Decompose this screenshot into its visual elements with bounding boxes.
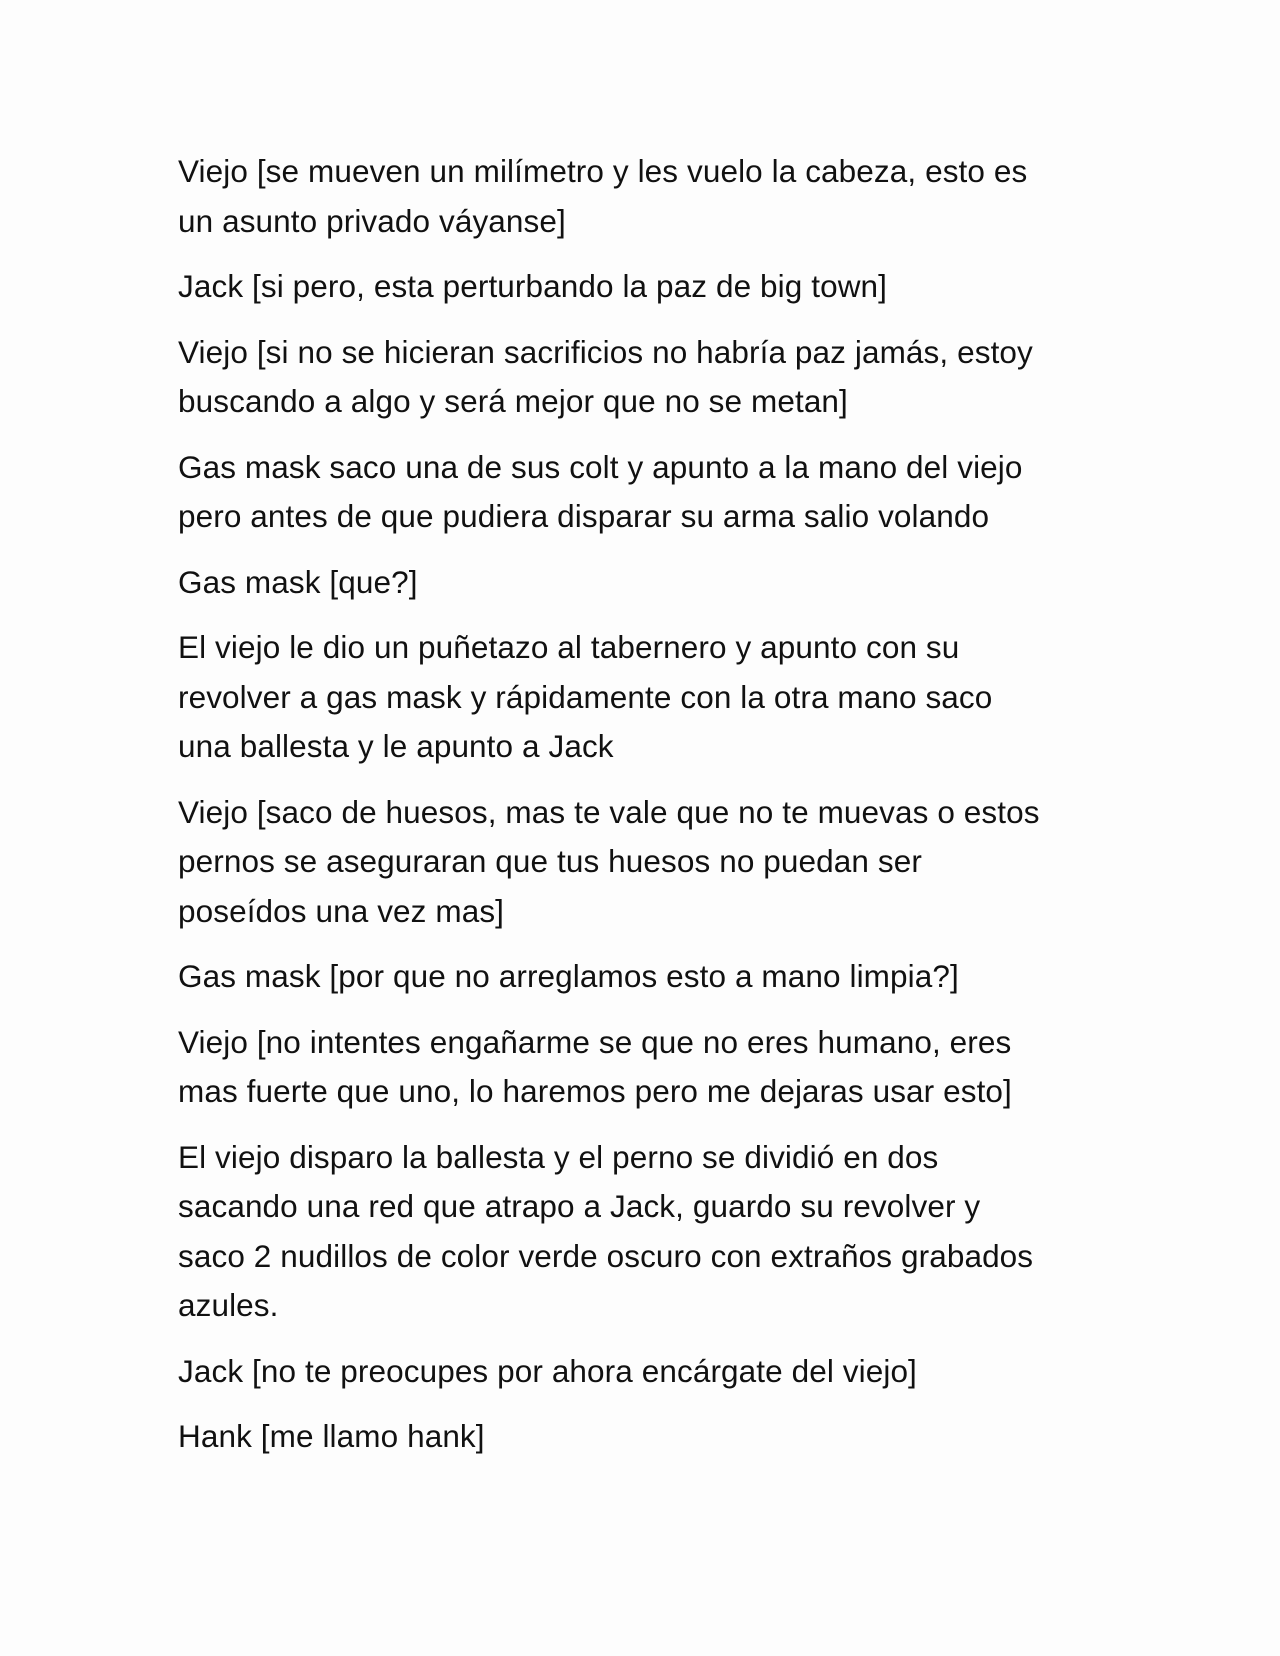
paragraph-10: El viejo disparo la ballesta y el perno se dividió en dos sacando una red que atrapo a Jack, guardo su revolver y saco 2 nudillos de color verde oscuro con extraños grabados azules. [178, 1138, 1034, 1323]
paragraph-5: Gas mask [que?] [178, 563, 418, 600]
paragraph-8: Gas mask [por que no arreglamos esto a mano limpia?] [178, 958, 959, 994]
paragraph-1: Viejo [se mueven un milímetro y les vuelo la cabeza, esto es un asunto privado váyanse] [178, 153, 1028, 239]
document-body [178, 147, 1118, 1478]
paragraph-2: Jack [si pero, esta perturbando la paz de big town] [178, 268, 888, 304]
paragraph-11: Jack [no te preocupes por ahora encárgate del viejo] [178, 1352, 917, 1389]
paragraph-7: Viejo [saco de huesos, mas te vale que no te muevas o estos pernos se aseguraran que tus huesos no puedan ser poseídos una vez mas] [178, 793, 1040, 929]
paragraph-9: Viejo [no intentes engañarme se que no eres humano, eres mas fuerte que uno, lo haremos pero me dejaras usar esto] [178, 1023, 1012, 1109]
paragraph-4: Gas mask saco una de sus colt y apunto a la mano del viejo pero antes de que pudiera disparar su arma salio volando [178, 448, 1023, 534]
paragraph-12: Hank [me llamo hank] [178, 1418, 485, 1454]
paragraph-3: Viejo [si no se hicieran sacrificios no habría paz jamás, estoy buscando a algo y será mejor que no se metan] [178, 333, 1033, 419]
paragraph-6: El viejo le dio un puñetazo al tabernero y apunto con su revolver a gas mask y rápidamente con la otra mano saco una ballesta y le apunto a Jack [178, 629, 993, 764]
